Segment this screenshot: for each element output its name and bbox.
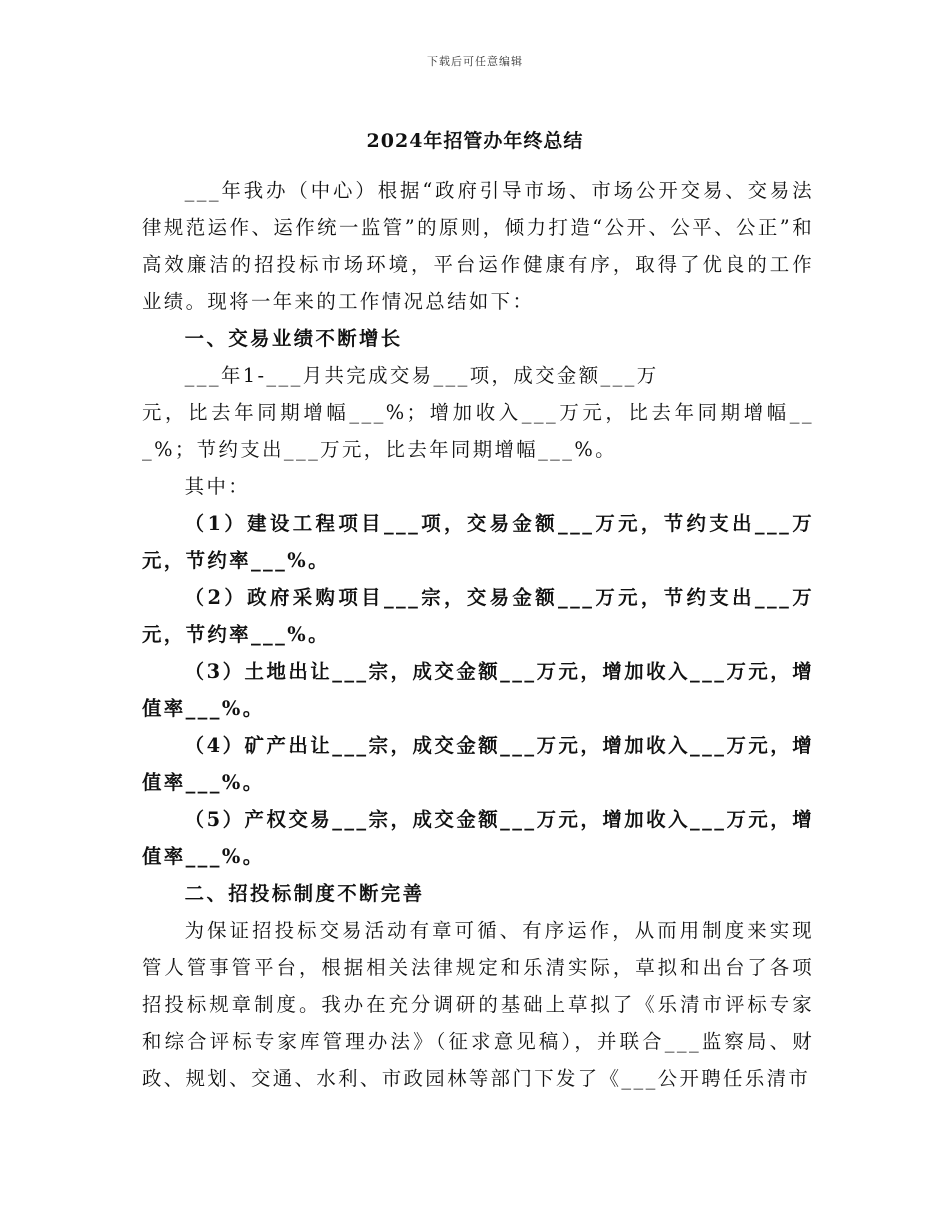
- item-procurement: （2）政府采购项目___宗，交易金额___万元，节约支出___万元，节约率___%。: [142, 586, 814, 646]
- item-mineral: （4）矿产出让___宗，成交金额___万元，增加收入___万元，增值率___%。: [142, 734, 814, 794]
- item-property: （5）产权交易___宗，成交金额___万元，增加收入___万元，增值率___%。: [142, 808, 814, 868]
- item-construction: （1）建设工程项目___项，交易金额___万元，节约支出___万元，节约率___%。: [142, 512, 814, 572]
- intro-paragraph: ___年我办（中心）根据“政府引导市场、市场公开交易、交易法律规范运作、运作统一监管”的原则，倾力打造“公开、公平、公正”和高效廉洁的招投标市场环境，平台运作健康有序，取得了优良的工作业绩。现将一年来的工作情况总结如下：: [142, 179, 814, 313]
- summary-continuation: 元，比去年同期增幅___%；增加收入___万元，比去年同期增幅___%；节约支出___万元，比去年同期增幅___%。: [142, 401, 814, 461]
- section-heading-2: 二、招投标制度不断完善: [184, 882, 425, 905]
- regulation-paragraph: 为保证招投标交易活动有章可循、有序运作，从而用制度来实现管人管事管平台，根据相关法律规定和乐清实际，草拟和出台了各项招投标规章制度。我办在充分调研的基础上草拟了《乐清市评标专家和综合评标专家库管理办法》（征求意见稿），并联合___监察局、财政、规划、交通、水利、市政园林等部门下发了《___公开聘任乐清市: [142, 919, 814, 1090]
- breakdown-intro: 其中：: [184, 475, 251, 498]
- item-land: （3）土地出让___宗，成交金额___万元，增加收入___万元，增值率___%。: [142, 660, 814, 720]
- document-title: 2024年招管办年终总结: [366, 130, 584, 152]
- page-header: 下载后可任意编辑: [427, 55, 523, 68]
- section-heading-1: 一、交易业绩不断增长: [184, 327, 403, 350]
- summary-line: ___年1-___月共完成交易___项，成交金额___万: [184, 364, 659, 387]
- document-body: [142, 172, 814, 1097]
